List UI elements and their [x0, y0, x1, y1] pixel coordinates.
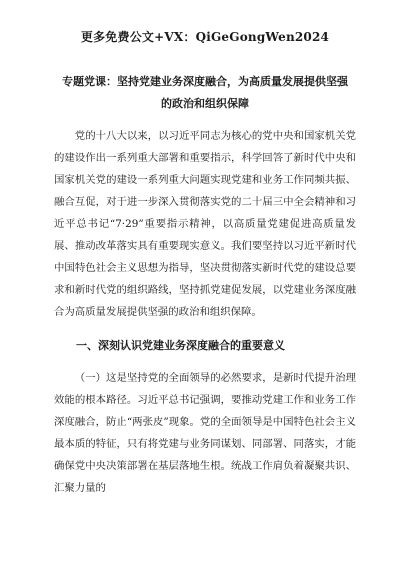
intro-paragraph: 党的十八大以来，以习近平同志为核心的党中央和国家机关党的建设作出一系列重大部署和重要指示，科学回答了新时代中央和国家机关党的建设一系列重大问题实现党建和业务工作同频共振、融合互促，对于进一步深入贯彻落实党的二十届三中全会精神和习近平总书记“7·29”重要指示精神，以高质量党建促进高质量发展、推动改革落实具有重要现实意义。我们要坚持以习近平新时代中国特色社会主义思想为指导，坚决贯彻落实新时代党的建设总要求和新时代党的组织路线，坚持抓党建促发展，以党建业务深度融合为高质量发展提供坚强的政治和组织保障。	[54, 130, 356, 318]
page-header: 更多免费公文+VX：QiGeGongWen2024	[80, 30, 330, 44]
section-heading: 一、深刻认识党建业务深度融合的重要意义	[76, 339, 285, 352]
document-title: 专题党课：坚持党建业务深度融合，为高质量发展提供坚强的政治和组织保障	[62, 75, 348, 110]
section-paragraph: （一）这是坚持党的全面领导的必然要求，是新时代提升治理效能的根本路径。习近平总书记强调，要推动党建工作和业务工作深度融合，防止“两张皮”现象。党的全面领导是中国特色社会主义最本质的特征，只有将党建与业务同谋划、同部署、同落实，才能确保党中央决策部署在基层落地生根。统战工作肩负着凝聚共识、汇聚力量的	[54, 372, 356, 494]
